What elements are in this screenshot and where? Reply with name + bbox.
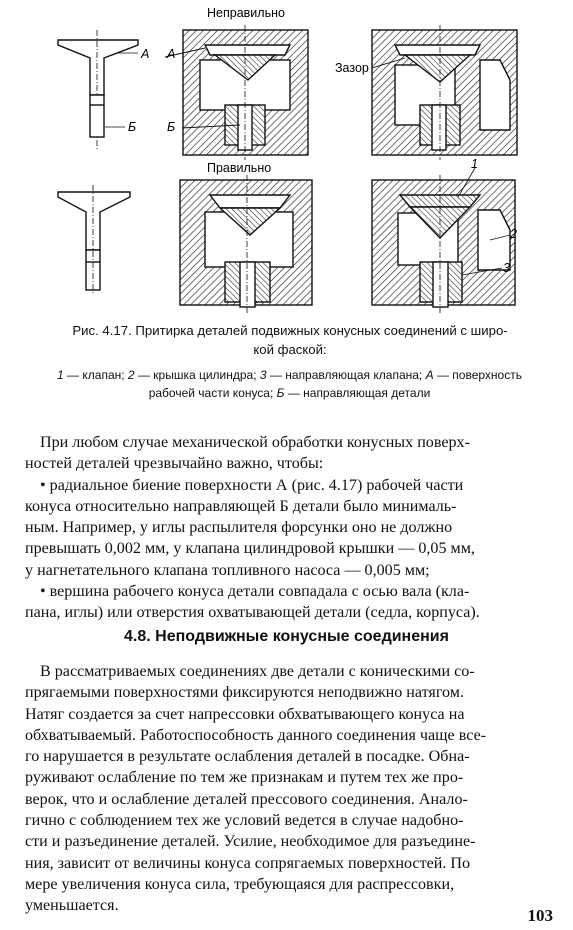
legend-line-1: [22, 366, 557, 384]
legend-line-2: [22, 384, 557, 402]
bullet1-line-4: превышать 0,002 мм, у клапана цилиндровой крышки — 0,05 мм,: [25, 540, 475, 558]
label-a-2: А: [167, 47, 176, 61]
label-right: Правильно: [207, 161, 272, 175]
label-1: 1: [471, 157, 478, 171]
legend-key-b: Б: [276, 386, 285, 400]
p2-line-11: мере увеличения конуса сила, требующаяся для распрессовки,: [25, 875, 455, 893]
p2-line-5: го нарушается в результате ослабления деталей в посадке. Обна-: [25, 748, 470, 766]
legend-text-a: — поверхность: [433, 368, 522, 382]
p2-line-3: Натяг создается за счет напрессовки обхватывающего конуса на: [25, 705, 465, 723]
p1-line-1: При любом случае механической обработки конусных поверх-: [40, 434, 470, 451]
caption-line-1: Рис. 4.17. Притирка деталей подвижных конусных соединений с широ-: [72, 323, 508, 338]
legend-key-1: 1: [57, 368, 64, 382]
assembly-right-1: [180, 175, 312, 315]
p2-line-7: верок, что и ослабление деталей прессового соединения. Анало-: [25, 790, 468, 808]
legend-text-b: — направляющая детали: [284, 386, 431, 400]
p2-line-8: гично с соблюдением тех же условий ведется в случае надобно-: [25, 812, 464, 830]
figure-legend: [22, 366, 557, 402]
label-b-1: Б: [128, 120, 137, 134]
legend-text-1: — клапан;: [63, 368, 128, 382]
assembly-right-2: [372, 168, 515, 315]
legend-text-2: — крышка цилиндра;: [134, 368, 260, 382]
p2-line-4: обхватываемый. Работоспособность данного соединения чаще все-: [25, 726, 487, 744]
section-heading: 4.8. Неподвижные конусные соединения: [124, 628, 449, 645]
legend-key-2: 2: [127, 368, 135, 382]
label-b-2: Б: [167, 120, 176, 134]
label-gap: Зазор: [335, 61, 369, 75]
valve-drawing-bottom: [58, 185, 130, 295]
label-3: 3: [503, 261, 510, 275]
p2-line-10: ния, зависит от величины конуса сопрягаемых поверхностей. По: [25, 854, 471, 872]
label-2: 2: [510, 227, 517, 241]
bullet1-line-1: • радиальное биение поверхности А (рис. 4.17) рабочей части: [40, 476, 464, 494]
figure-4-17: [0, 0, 573, 320]
p2-line-9: сти и разъединение деталей. Усилие, необходимое для разъедине-: [25, 833, 476, 851]
p2-line-1: В рассматриваемых соединениях две детали с коническими со-: [40, 663, 475, 680]
label-a-1: А: [141, 47, 150, 61]
bullet2-line-1: • вершина рабочего конуса детали совпадала с осью вала (кла-: [40, 583, 470, 601]
bullet1-line-3: ным. Например, у иглы распылителя форсунки оно не должно: [25, 519, 453, 537]
bullet1-line-5: у нагнетательного клапана топливного насоса — 0,005 мм;: [25, 561, 430, 579]
p1-line-2: ностей деталей чрезвычайно важно, чтобы:: [25, 455, 324, 473]
bullet1-line-2: конуса относительно направляющей Б детали было минималь-: [25, 497, 457, 515]
paragraph-1: [25, 432, 555, 624]
assembly-wrong-1: [183, 25, 308, 160]
legend-key-a: А: [425, 368, 434, 382]
valve-drawing-top: [58, 30, 138, 150]
assembly-wrong-2: [372, 25, 517, 160]
p2-line-12: уменьшается.: [25, 897, 119, 915]
caption-line-2: кой фаской:: [253, 342, 327, 357]
p2-line-2: прягаемыми поверхностями фиксируются неподвижно натягом.: [25, 684, 464, 702]
figure-caption: [30, 321, 550, 359]
legend-text-3: — направляющая клапана;: [266, 368, 426, 382]
p2-line-6: руживают ослабление по тем же признакам и путем тех же про-: [25, 769, 464, 787]
bullet2-line-2: пана, иглы) или отверстия охватывающей детали (седла, корпуса).: [25, 604, 480, 622]
paragraph-2: [25, 661, 555, 917]
page-number: 103: [527, 906, 553, 925]
label-wrong: Неправильно: [207, 6, 285, 20]
legend-key-3: 3: [259, 368, 267, 382]
legend-text-a2: рабочей части конуса;: [148, 386, 277, 400]
